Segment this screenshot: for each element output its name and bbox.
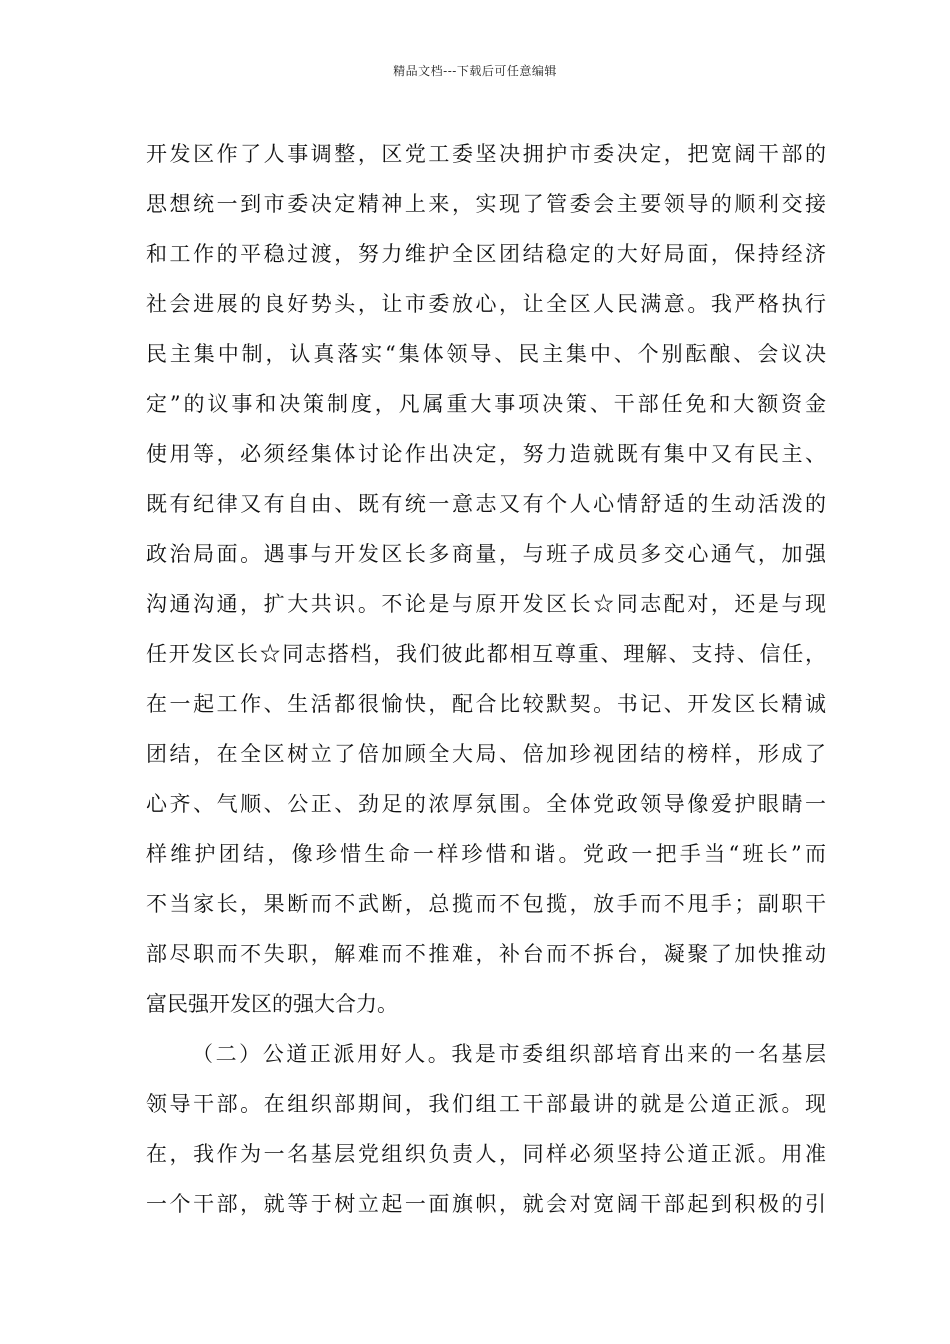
text-line: 团结，在全区树立了倍加顾全大局、倍加珍视团结的榜样，形成了 [146,742,826,766]
text-line: 社会进展的良好势头，让市委放心，让全区人民满意。我严格执行 [146,292,826,316]
body-text [146,129,826,1229]
text-line: 在，我作为一名基层党组织负责人，同样必须坚持公道正派。用准 [146,1142,826,1166]
text-line: 在一起工作、生活都很愉快，配合比较默契。书记、开发区长精诚 [146,692,826,716]
text-line: 部尽职而不失职，解难而不推难，补台而不拆台，凝聚了加快推动 [146,942,826,966]
text-line: 心齐、气顺、公正、劲足的浓厚氛围。全体党政领导像爱护眼睛一 [146,792,826,816]
page-header: 精品文档---下载后可任意编辑 [393,64,557,78]
text-line: 样维护团结，像珍惜生命一样珍惜和谐。党政一把手当“班长”而 [146,842,826,866]
text-line: 和工作的平稳过渡，努力维护全区团结稳定的大好局面，保持经济 [146,242,826,266]
text-line: 既有纪律又有自由、既有统一意志又有个人心情舒适的生动活泼的 [146,492,826,516]
text-line: 思想统一到市委决定精神上来，实现了管委会主要领导的顺利交接 [146,192,826,216]
text-line: 任开发区长☆同志搭档，我们彼此都相互尊重、理解、支持、信任， [146,642,826,666]
text-line: 沟通沟通，扩大共识。不论是与原开发区长☆同志配对，还是与现 [146,592,826,616]
text-line: 民主集中制，认真落实“集体领导、民主集中、个别酝酿、会议决 [146,342,826,366]
text-line: 富民强开发区的强大合力。 [146,992,398,1016]
text-line: 领导干部。在组织部期间，我们组工干部最讲的就是公道正派。现 [146,1092,826,1116]
text-line: 政治局面。遇事与开发区长多商量，与班子成员多交心通气，加强 [146,542,826,566]
text-line: 一个干部，就等于树立起一面旗帜，就会对宽阔干部起到积极的引 [146,1192,826,1216]
paragraph-heading-line: （二）公道正派用好人。我是市委组织部培育出来的一名基层 [192,1042,826,1066]
text-line: 定”的议事和决策制度，凡属重大事项决策、干部任免和大额资金 [146,392,826,416]
text-line: 使用等，必须经集体讨论作出决定，努力造就既有集中又有民主、 [146,442,826,466]
text-line: 不当家长，果断而不武断，总揽而不包揽，放手而不甩手；副职干 [146,892,826,916]
text-line: 开发区作了人事调整，区党工委坚决拥护市委决定，把宽阔干部的 [146,142,826,166]
